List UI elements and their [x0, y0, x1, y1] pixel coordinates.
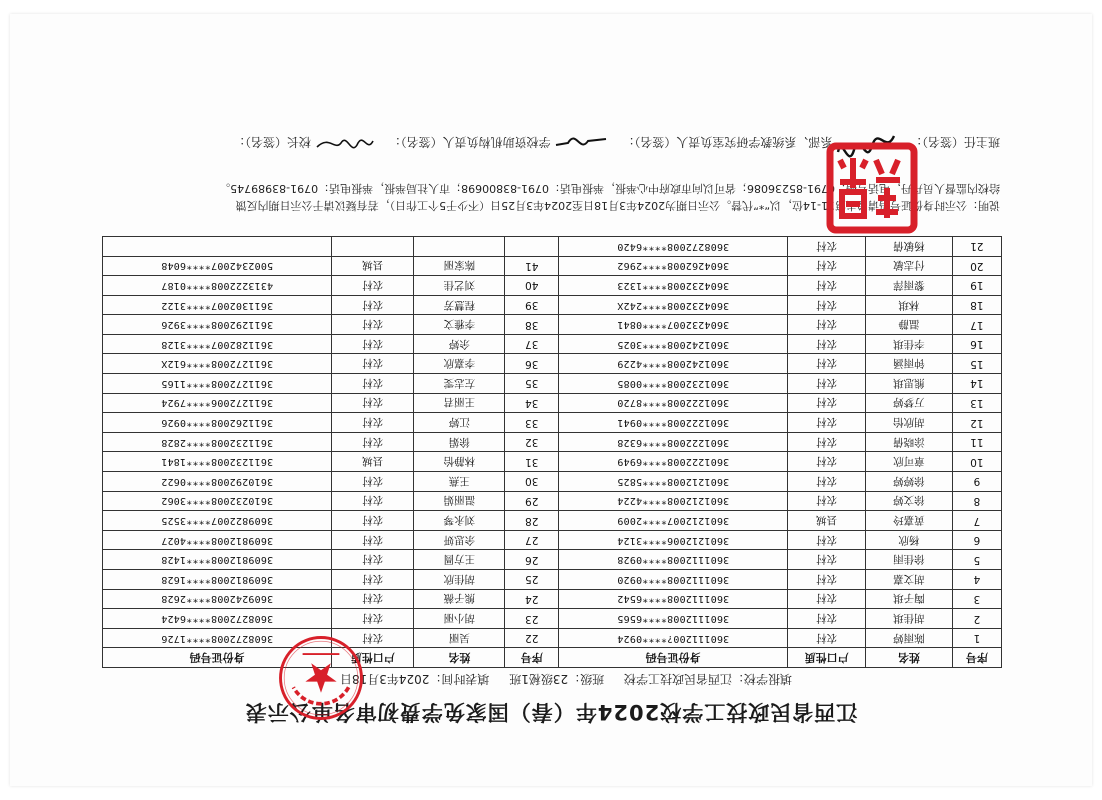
table-row — [103, 628, 1002, 648]
row-number-cell: 18 — [952, 295, 1001, 315]
hukou-cell: 农村 — [788, 334, 866, 354]
id-number-cell: 3601222008****6328 — [559, 432, 788, 452]
name-cell — [414, 236, 505, 256]
name-cell: 温丽娟 — [414, 491, 505, 511]
principal-label: 校长（签名）： — [232, 135, 311, 150]
hukou-cell: 农村 — [332, 393, 414, 413]
name-cell: 黄嘉玲 — [866, 511, 953, 531]
row-number-cell: 19 — [952, 276, 1001, 296]
id-number-cell: 3601212008****5825 — [559, 472, 788, 492]
table-row — [103, 472, 1002, 492]
table-row — [103, 491, 1002, 511]
name-cell: 付志敏 — [866, 256, 953, 276]
id-number-cell: 3601222008****0941 — [559, 413, 788, 433]
row-number-cell: 17 — [952, 315, 1001, 335]
id-number-cell: 3609822007****3525 — [103, 511, 332, 531]
name-cell: 涂晓倩 — [866, 432, 953, 452]
id-number-cell: 3601112008****6565 — [559, 609, 788, 629]
table-row — [103, 354, 1002, 374]
id-number-cell: 3611282007****3128 — [103, 334, 332, 354]
school-label: 填报学校：江西省民政技工学校 — [623, 672, 792, 686]
name-seal-stamp — [822, 138, 922, 238]
row-number-cell: 1 — [952, 628, 1001, 648]
hukou-cell: 农村 — [788, 550, 866, 570]
id-number-cell: 3611292008****3926 — [103, 315, 332, 335]
note-line: 给校内监督人员丹丹，电话号码：0791-85236086；省可以向市政府中心举报，举报电话：0791-83800698；市人社局举报，举报电话：0791-83989745。 — [219, 182, 1000, 195]
hukou-cell: 农村 — [788, 315, 866, 335]
head-teacher-label: 班主任（签名）： — [909, 135, 1000, 150]
table-row — [103, 570, 1002, 590]
row-number-cell: 15 — [952, 354, 1001, 374]
row-number-cell: 34 — [505, 393, 559, 413]
scanned-page — [10, 14, 1092, 786]
id-number-cell: 3601242008****3025 — [559, 334, 788, 354]
hukou-cell: 农村 — [788, 236, 866, 256]
hukou-cell: 农村 — [332, 432, 414, 452]
document — [10, 14, 1092, 786]
table-row — [103, 413, 1002, 433]
hukou-cell: 农村 — [332, 628, 414, 648]
table-row — [103, 530, 1002, 550]
name-cell: 刘艺佳 — [414, 276, 505, 296]
name-cell: 余思妍 — [414, 530, 505, 550]
official-seal-stamp — [275, 632, 367, 724]
hukou-cell: 农村 — [332, 315, 414, 335]
id-number-cell: 3601212006****3124 — [559, 530, 788, 550]
class-label: 班级：23级秘1班 — [509, 672, 605, 686]
hukou-cell: 农村 — [788, 295, 866, 315]
hukou-cell: 农村 — [788, 276, 866, 296]
id-number-cell: 3609242008****2628 — [103, 589, 332, 609]
table-row — [103, 609, 1002, 629]
table-row — [103, 334, 1002, 354]
hukou-cell: 农村 — [332, 295, 414, 315]
date-label: 填表时间：2024年3月18日 — [339, 672, 490, 686]
table-row — [103, 452, 1002, 472]
id-number-cell: 3610232008****3062 — [103, 491, 332, 511]
id-number-cell: 3611232008****2828 — [103, 432, 332, 452]
row-number-cell: 2 — [952, 609, 1001, 629]
name-cell: 林琪 — [866, 295, 953, 315]
id-number-cell: 3609812008****1428 — [103, 550, 332, 570]
name-cell: 吴丽 — [414, 628, 505, 648]
document-title: 江西省民政技工学校2024年（春）国家免学费初审名单公示表 — [244, 700, 858, 724]
school-funding-label: 学校资助机构负责人（签名）： — [388, 135, 551, 150]
hukou-cell: 农村 — [332, 374, 414, 394]
hukou-cell: 农村 — [788, 609, 866, 629]
hukou-cell: 农村 — [332, 589, 414, 609]
hukou-cell: 农村 — [788, 472, 866, 492]
row-number-cell: 23 — [505, 609, 559, 629]
name-cell: 徐婷婷 — [866, 472, 953, 492]
id-number-cell: 3601242008****4229 — [559, 354, 788, 374]
id-number-cell: 3609812008****4027 — [103, 530, 332, 550]
name-cell: 胡欣怡 — [866, 413, 953, 433]
name-cell: 陈雨婷 — [866, 628, 953, 648]
id-number-cell: 3611232008****1841 — [103, 452, 332, 472]
row-number-cell: 36 — [505, 354, 559, 374]
roster-body — [103, 236, 1002, 647]
name-cell: 徐娟 — [414, 432, 505, 452]
header-cell: 序号 — [952, 648, 1001, 668]
id-number-cell: 3611272008****612X — [103, 354, 332, 374]
header-cell: 户口性质 — [332, 648, 414, 668]
row-number-cell: 25 — [505, 570, 559, 590]
name-cell: 熊思琪 — [866, 374, 953, 394]
id-number-cell: 360111200?****0924 — [559, 628, 788, 648]
hukou-cell: 农村 — [332, 530, 414, 550]
row-number-cell: 9 — [952, 472, 1001, 492]
hukou-cell: 农村 — [332, 511, 414, 531]
id-number-cell: 3611302007****3122 — [103, 295, 332, 315]
name-cell: 林静怡 — [414, 452, 505, 472]
table-row — [103, 236, 1002, 256]
name-cell: 李雅文 — [414, 315, 505, 335]
name-cell: 黎雨萍 — [866, 276, 953, 296]
row-number-cell: 33 — [505, 413, 559, 433]
table-row — [103, 589, 1002, 609]
name-cell: 胡小丽 — [414, 609, 505, 629]
id-number-cell: 3611272008****1165 — [103, 374, 332, 394]
hukou-cell: 农村 — [788, 374, 866, 394]
hukou-cell: 农村 — [332, 609, 414, 629]
row-number-cell: 29 — [505, 491, 559, 511]
roster-table — [102, 236, 1002, 668]
name-cell: 徐文婷 — [866, 491, 953, 511]
hukou-cell: 农村 — [788, 570, 866, 590]
id-number-cell: 3610292008****0622 — [103, 472, 332, 492]
name-cell: 温静 — [866, 315, 953, 335]
row-number-cell: 4 — [952, 570, 1001, 590]
id-number-cell: 3604262008****2962 — [559, 256, 788, 276]
document-meta — [324, 671, 792, 688]
hukou-cell: 农村 — [788, 628, 866, 648]
row-number-cell: 40 — [505, 276, 559, 296]
table-header-row — [103, 648, 1002, 668]
name-cell: 李佳琪 — [866, 334, 953, 354]
id-number-cell: 3609812008****1628 — [103, 570, 332, 590]
row-number-cell: 21 — [952, 236, 1001, 256]
row-number-cell: 24 — [505, 589, 559, 609]
header-cell: 身份证号码 — [103, 648, 332, 668]
row-number-cell: 3 — [952, 589, 1001, 609]
row-number-cell: 22 — [505, 628, 559, 648]
id-number-cell: 3604232008****242X — [559, 295, 788, 315]
hukou-cell: 农村 — [788, 393, 866, 413]
row-number-cell: 41 — [505, 256, 559, 276]
id-number-cell: 3601112008****6542 — [559, 589, 788, 609]
id-number-cell: 3601222008****8720 — [559, 393, 788, 413]
dept-head-label: 系部、系统教学研究室负责人（签名）： — [622, 135, 833, 150]
hukou-cell: 农村 — [788, 413, 866, 433]
header-cell: 户口性质 — [788, 648, 866, 668]
name-cell: 陈家丽 — [414, 256, 505, 276]
id-number-cell: 3601212007****2009 — [559, 511, 788, 531]
row-number-cell: 11 — [952, 432, 1001, 452]
signature-scribble — [554, 127, 608, 157]
name-cell: 江婷 — [414, 413, 505, 433]
row-number-cell: 5 — [952, 550, 1001, 570]
id-number-cell: 3608272008****6420 — [559, 236, 788, 256]
row-number-cell: 26 — [505, 550, 559, 570]
row-number-cell — [505, 236, 559, 256]
table-row — [103, 550, 1002, 570]
id-number-cell: 3601212008****4224 — [559, 491, 788, 511]
hukou-cell: 县城 — [332, 256, 414, 276]
note-line: 说明：公示时身份证号码请隐去第11-14位，以“*”代替。公示日期为2024年3月18日至2024年3月25日（不少于5个工作日），若有疑议请于公示日期内反馈 — [235, 199, 1000, 212]
row-number-cell: 27 — [505, 530, 559, 550]
table-row — [103, 315, 1002, 335]
name-cell: 万梦婷 — [866, 393, 953, 413]
header-cell: 序号 — [505, 648, 559, 668]
name-cell: 钟雨涵 — [866, 354, 953, 374]
hukou-cell — [332, 236, 414, 256]
row-number-cell: 7 — [952, 511, 1001, 531]
hukou-cell: 农村 — [788, 491, 866, 511]
id-number-cell: 5002342007****6048 — [103, 256, 332, 276]
name-cell: 杨欣 — [866, 530, 953, 550]
name-cell: 熊子薇 — [414, 589, 505, 609]
row-number-cell: 39 — [505, 295, 559, 315]
name-cell: 王方圆 — [414, 550, 505, 570]
header-cell: 身份证号码 — [559, 648, 788, 668]
table-row — [103, 256, 1002, 276]
name-cell: 程慧芳 — [414, 295, 505, 315]
row-number-cell: 32 — [505, 432, 559, 452]
header-cell: 姓名 — [866, 648, 953, 668]
hukou-cell: 农村 — [788, 530, 866, 550]
name-cell: 左志雯 — [414, 374, 505, 394]
hukou-cell: 农村 — [332, 354, 414, 374]
row-number-cell: 35 — [505, 374, 559, 394]
row-number-cell: 8 — [952, 491, 1001, 511]
table-row — [103, 393, 1002, 413]
row-number-cell: 16 — [952, 334, 1001, 354]
name-cell: 余婷 — [414, 334, 505, 354]
hukou-cell: 农村 — [332, 276, 414, 296]
name-cell: 胡佳琪 — [866, 609, 953, 629]
table-row — [103, 511, 1002, 531]
name-cell: 王燕 — [414, 472, 505, 492]
id-number-cell: 3611272006****7924 — [103, 393, 332, 413]
row-number-cell: 13 — [952, 393, 1001, 413]
name-cell: 胡文嘉 — [866, 570, 953, 590]
id-number-cell: 3608272008****6424 — [103, 609, 332, 629]
hukou-cell: 县城 — [332, 452, 414, 472]
name-cell: 徐佳雨 — [866, 550, 953, 570]
row-number-cell: 6 — [952, 530, 1001, 550]
hukou-cell: 农村 — [332, 491, 414, 511]
name-cell: 王丽君 — [414, 393, 505, 413]
hukou-cell: 农村 — [788, 452, 866, 472]
roster-area — [10, 239, 1092, 668]
table-row — [103, 432, 1002, 452]
id-number-cell: 3601112008****0928 — [559, 550, 788, 570]
hukou-cell: 农村 — [788, 256, 866, 276]
name-cell: 刘永琴 — [414, 511, 505, 531]
name-cell: 陶子琪 — [866, 589, 953, 609]
hukou-cell: 农村 — [332, 413, 414, 433]
row-number-cell: 28 — [505, 511, 559, 531]
row-number-cell: 30 — [505, 472, 559, 492]
id-number-cell: 4313222008****0187 — [103, 276, 332, 296]
id-number-cell — [103, 236, 332, 256]
table-row — [103, 295, 1002, 315]
id-number-cell: 3601222008****6949 — [559, 452, 788, 472]
row-number-cell: 37 — [505, 334, 559, 354]
name-cell: 杨敏倩 — [866, 236, 953, 256]
hukou-cell: 农村 — [332, 334, 414, 354]
row-number-cell: 38 — [505, 315, 559, 335]
id-number-cell: 3601232008****0085 — [559, 374, 788, 394]
id-number-cell: 3611262008****0926 — [103, 413, 332, 433]
id-number-cell: 3604232008****1323 — [559, 276, 788, 296]
hukou-cell: 农村 — [788, 354, 866, 374]
row-number-cell: 10 — [952, 452, 1001, 472]
signature-scribble — [315, 127, 375, 157]
name-cell: 章可欣 — [866, 452, 953, 472]
hukou-cell: 县城 — [788, 511, 866, 531]
name-cell: 李嘉欣 — [414, 354, 505, 374]
id-number-cell: 3604232007****0841 — [559, 315, 788, 335]
hukou-cell: 农村 — [788, 589, 866, 609]
hukou-cell: 农村 — [332, 570, 414, 590]
row-number-cell: 20 — [952, 256, 1001, 276]
hukou-cell: 农村 — [788, 432, 866, 452]
name-cell: 胡佳欣 — [414, 570, 505, 590]
table-row — [103, 374, 1002, 394]
id-number-cell: 3601112008****0920 — [559, 570, 788, 590]
row-number-cell: 31 — [505, 452, 559, 472]
header-cell: 姓名 — [414, 648, 505, 668]
hukou-cell: 农村 — [332, 550, 414, 570]
hukou-cell: 农村 — [332, 472, 414, 492]
table-row — [103, 276, 1002, 296]
row-number-cell: 14 — [952, 374, 1001, 394]
row-number-cell: 12 — [952, 413, 1001, 433]
id-number-cell: 3608272008****1726 — [103, 628, 332, 648]
